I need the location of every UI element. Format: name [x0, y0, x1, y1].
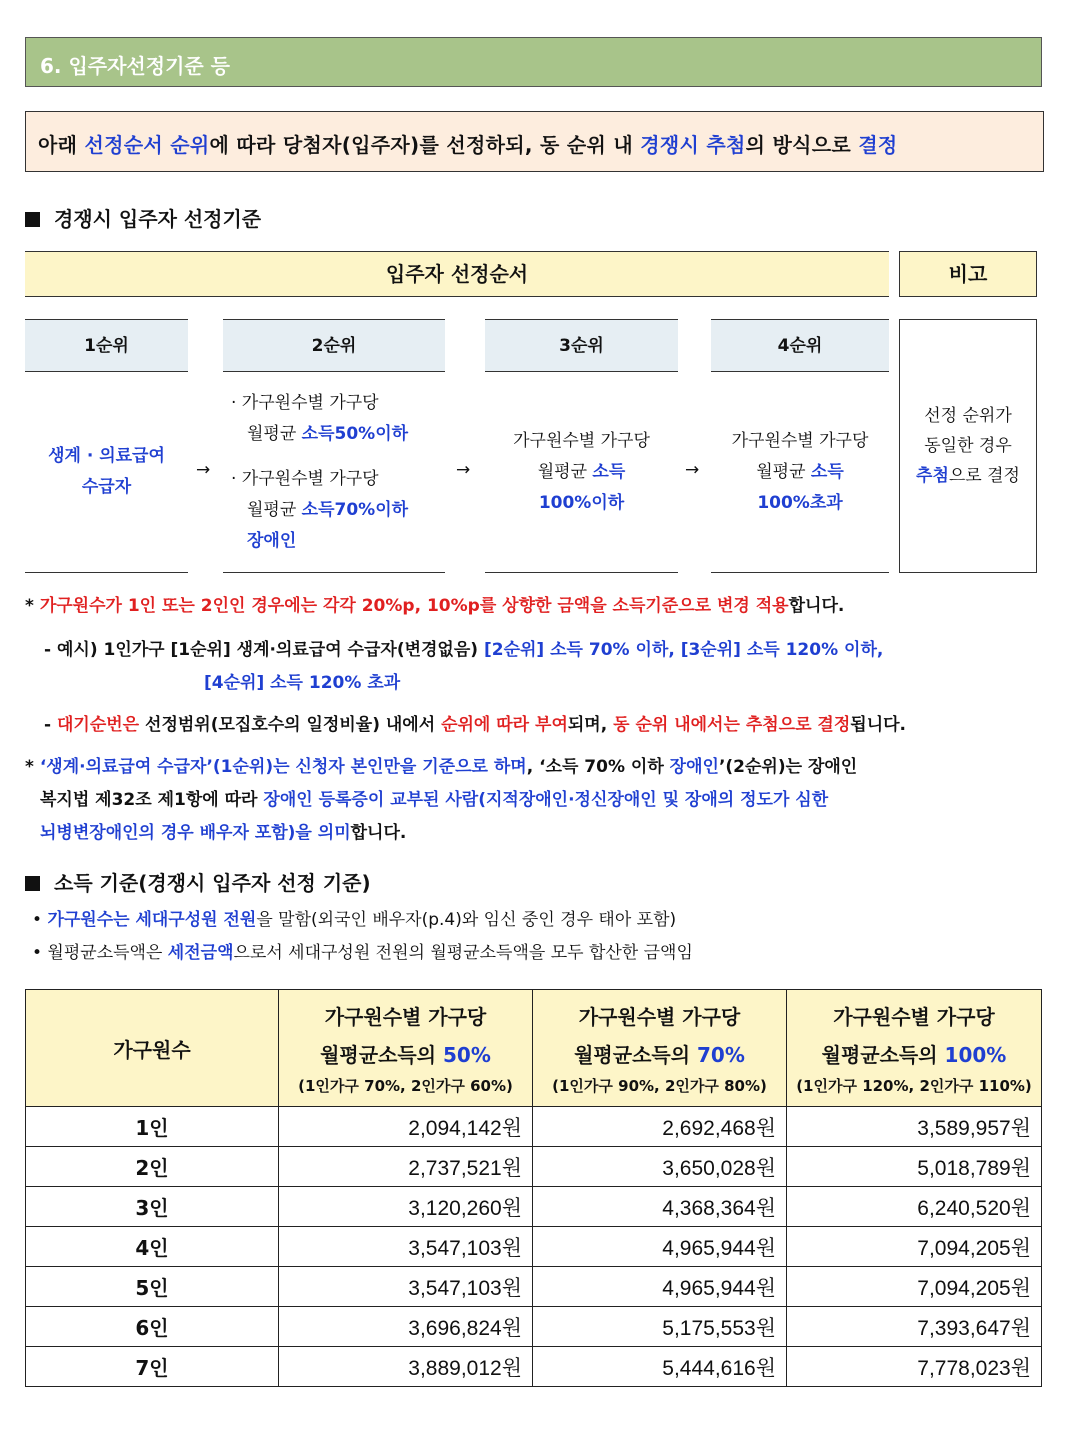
- selection-rule-text: 아래 선정순서 순위에 따라 당첨자(입주자)를 선정하되, 동 순위 내 경쟁시 추첨의 방식으로 결정: [38, 133, 898, 157]
- arrow-icon: →: [685, 460, 700, 480]
- table-row: 7인 3,889,012원 5,444,616원 7,778,023원: [26, 1347, 1042, 1387]
- col-income-100: 가구원수별 가구당 월평균소득의 100% (1인가구 120%, 2인가구 110%): [787, 990, 1042, 1107]
- table-row: 3인 3,120,260원 4,368,364원 6,240,520원: [26, 1187, 1042, 1227]
- rank-2-body: · 가구원수별 가구당 월평균 소득50%이하 · 가구원수별 가구당 월평균 소득70%이하 장애인: [231, 392, 409, 551]
- section-title-bar: [25, 37, 1042, 87]
- selection-rule-box: [25, 111, 1044, 172]
- note-example: - 예시) 1인가구 [1순위] 생계·의료급여 수급자(변경없음) [2순위] 소득 70% 이하, [3순위] 소득 120% 이하,: [44, 640, 884, 660]
- col-income-70: 가구원수별 가구당 월평균소득의 70% (1인가구 90%, 2인가구 80%): [533, 990, 787, 1107]
- bullet-monthly-income: • 월평균소득액은 세전금액으로서 세대구성원 전원의 월평균소득액을 모두 합산한 금액임: [32, 943, 693, 963]
- rank-1-body: 생계 · 의료급여 수급자: [48, 446, 165, 497]
- table-row: 4인 3,547,103원 4,965,944원 7,094,205원: [26, 1227, 1042, 1267]
- note-definition-1: * ‘생계·의료급여 수급자’(1순위)는 신청자 본인만을 기준으로 하며, ‘소득 70% 이하 장애인’(2순위)는 장애인: [25, 757, 858, 777]
- rank-3-body: 가구원수별 가구당 월평균 소득 100%이하: [513, 430, 650, 513]
- col-household-size: 가구원수: [26, 990, 279, 1107]
- rank-4: [711, 319, 889, 573]
- rank-3-label: 3순위: [485, 320, 678, 372]
- arrow-icon: →: [196, 460, 211, 480]
- table-row: 5인 3,547,103원 4,965,944원 7,094,205원: [26, 1267, 1042, 1307]
- arrow-icon: →: [456, 460, 471, 480]
- section-title: 6. 입주자선정기준 등: [40, 54, 230, 78]
- heading-selection-criteria: 경쟁시 입주자 선정기준: [25, 203, 261, 232]
- note-income-adjust: * 가구원수가 1인 또는 2인인 경우에는 각각 20%p, 10%p를 상향한 금액을 소득기준으로 변경 적용합니다.: [25, 596, 845, 616]
- rank-2: [223, 319, 445, 573]
- bullet-household-members: • 가구원수는 세대구성원 전원을 말함(외국인 배우자(p.4)와 임신 중인 경우 태아 포함): [32, 910, 677, 930]
- income-table: [25, 989, 1042, 1387]
- rank-1: [25, 319, 188, 573]
- table-row: 6인 3,696,824원 5,175,553원 7,393,647원: [26, 1307, 1042, 1347]
- rank-4-label: 4순위: [711, 320, 889, 372]
- table-row: 2인 2,737,521원 3,650,028원 5,018,789원: [26, 1147, 1042, 1187]
- note-definition-2: 복지법 제32조 제1항에 따라 장애인 등록증이 교부된 사람(지적장애인·정신장애인 및 장애의 정도가 심한: [40, 790, 829, 810]
- rank-2-label: 2순위: [223, 320, 445, 372]
- note-definition-3: 뇌병변장애인의 경우 배우자 포함)을 의미합니다.: [40, 823, 407, 843]
- note-box: 선정 순위가 동일한 경우 추첨으로 결정: [899, 319, 1037, 573]
- note-header: 비고: [899, 251, 1037, 297]
- square-bullet-icon: [25, 212, 40, 227]
- note-example-cont: [4순위] 소득 120% 초과: [204, 673, 401, 693]
- note-waiting-number: - 대기순번은 선정범위(모집호수의 일정비율) 내에서 순위에 따라 부여되며, 동 순위 내에서는 추첨으로 결정됩니다.: [44, 715, 907, 735]
- rank-3: [485, 319, 678, 573]
- col-income-50: 가구원수별 가구당 월평균소득의 50% (1인가구 70%, 2인가구 60%): [279, 990, 533, 1107]
- heading-income-criteria: 소득 기준(경쟁시 입주자 선정 기준): [25, 867, 371, 896]
- table-row: 1인 2,094,142원 2,692,468원 3,589,957원: [26, 1107, 1042, 1147]
- rank-4-body: 가구원수별 가구당 월평균 소득 100%초과: [731, 430, 869, 513]
- order-header: 입주자 선정순서: [25, 251, 889, 297]
- square-bullet-icon: [25, 876, 40, 891]
- rank-1-label: 1순위: [25, 320, 188, 372]
